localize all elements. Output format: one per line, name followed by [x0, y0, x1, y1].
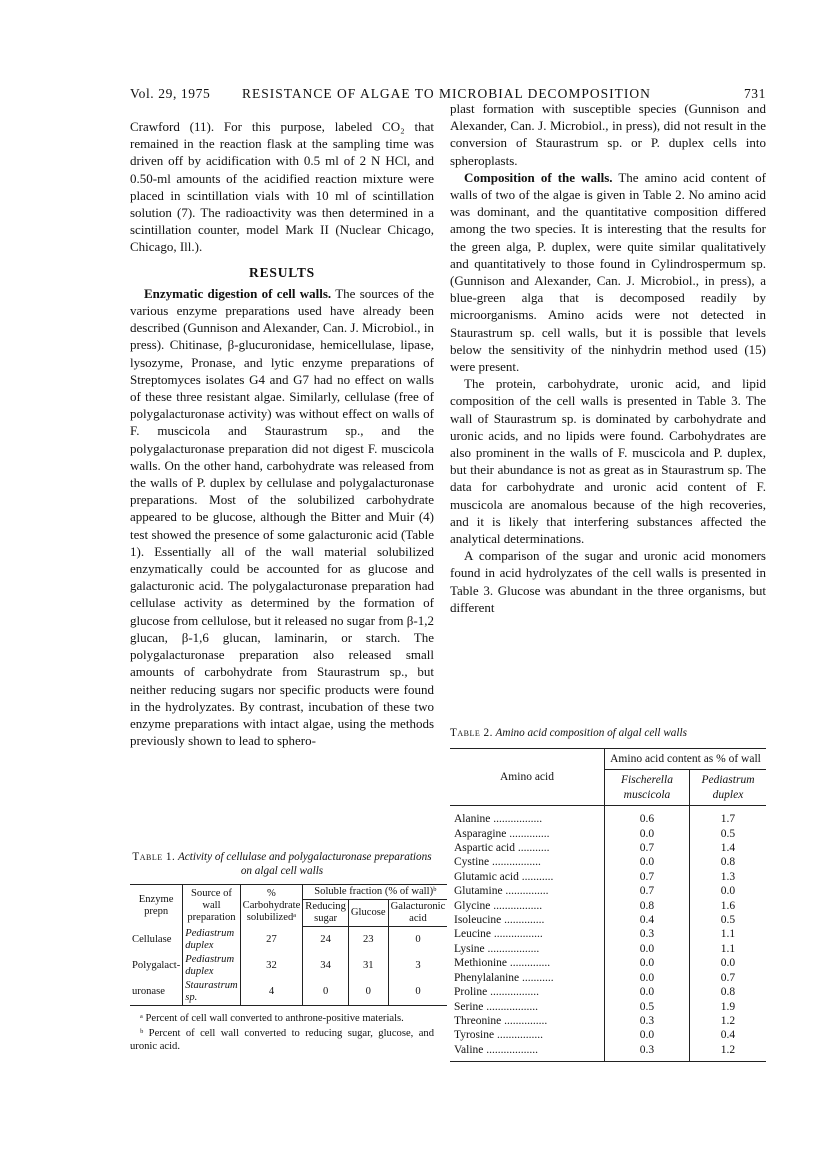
- amino-acid-name: Tyrosine ................: [450, 1028, 605, 1042]
- table-2-label: Table 2.: [450, 727, 493, 739]
- composition-paragraph: [450, 169, 766, 375]
- table-2-caption: [450, 726, 766, 740]
- composition-subheading: Composition of the walls.: [464, 169, 613, 185]
- table-row: [130, 979, 447, 1006]
- fischerella-value: 0.0: [605, 942, 690, 956]
- fischerella-value: 0.4: [605, 913, 690, 927]
- fischerella-value: 0.7: [605, 884, 690, 898]
- amino-acid-name: Lysine ..................: [450, 942, 605, 956]
- fischerella-value: 0.6: [605, 806, 690, 827]
- table-1-label: Table 1.: [132, 851, 176, 863]
- fischerella-value: 0.0: [605, 827, 690, 841]
- pediastrum-value: 1.3: [720, 870, 736, 883]
- fischerella-value: 0.8: [605, 899, 690, 913]
- table-1-footnote-b: ᵇ Percent of cell wall converted to reducing sugar, glucose, and uronic acid.: [130, 1027, 434, 1052]
- amino-acid-name: Glutamic acid ...........: [450, 870, 605, 884]
- spheroplast-paragraph: plast formation with susceptible species (Gunnison and Alexander, Can. J. Microbiol., in press), did not result in the conversion of Staurastrum sp. or P. duplex cells into spheroplasts.: [450, 101, 766, 168]
- fischerella-value: 0.7: [605, 841, 690, 855]
- cell-glucose: 31: [348, 953, 388, 979]
- table-row: [450, 841, 766, 855]
- pediastrum-value: 0.7: [720, 971, 736, 984]
- cell-galacturonic: 3: [415, 959, 421, 971]
- table-row: [450, 806, 766, 827]
- volume-label: Vol. 29, 1975: [130, 86, 211, 101]
- table-2-body: [450, 806, 766, 1062]
- col-galacturonic: Galacturonic acid: [388, 900, 447, 927]
- table-2-title: Amino acid composition of algal cell walls: [495, 727, 687, 739]
- pediastrum-value: 0.0: [720, 957, 736, 970]
- amino-acid-name: Leucine .................: [450, 927, 605, 941]
- col-source: Source of wall preparation: [183, 885, 240, 927]
- methods-paragraph: Crawford (11). For this purpose, labeled CO₂ that remained in the reaction flask at the sampling time was driven off by acidification with 0.5 ml of 2 N HCl, and 0.50-ml amounts of the acidified reaction mixture were placed in scintillation vials with 10 ml of scintillation solution (7). The radioactivity was then determined in a scintillation counter, model Mark II (Nuclear Chicago, Chicago, Ill.).: [130, 119, 434, 255]
- table-row: [130, 953, 447, 979]
- cell-solubilized: 27: [240, 927, 303, 953]
- cell-reducing: 34: [303, 953, 349, 979]
- pediastrum-value: 1.2: [720, 1014, 736, 1027]
- table-row: [450, 985, 766, 999]
- pediastrum-value: 0.8: [720, 986, 736, 999]
- cell-reducing: 24: [303, 927, 349, 953]
- results-heading: RESULTS: [249, 264, 315, 280]
- col-amino-acid: Amino acid: [450, 749, 605, 806]
- composition-text: The amino acid content of walls of two of the algae is given in Table 2. No amino acid was dominant, and the quantitative composition differed among the two species. It is interesting that the results for the green alga, P. duplex, were quite similar qualitatively and quantitatively to those found in Cylindrospermum sp. (Gunnison and Alexander, Can. J. Microbiol., in press), a blue-green alga that is decomposed readily by microorganisms. Amino acids were not detected in Staurastrum sp. cell walls, but it is possible that levels below the sensitivity of the ninhydrin method used (15) were present.: [450, 169, 767, 375]
- col-reducing: Reducing sugar: [303, 900, 349, 927]
- fischerella-value: 0.3: [605, 1043, 690, 1062]
- table-row: [450, 1000, 766, 1014]
- col-content: Amino acid content as % of wall: [605, 749, 767, 770]
- fischerella-value: 0.5: [605, 1000, 690, 1014]
- col-enzyme: Enzyme prepn: [130, 885, 183, 927]
- col-glucose: Glucose: [348, 900, 388, 927]
- col-soluble-fraction: Soluble fraction (% of wall)ᵇ: [303, 885, 448, 900]
- amino-acid-name: Proline .................: [450, 985, 605, 999]
- pediastrum-value: 1.6: [720, 899, 736, 912]
- protein-paragraph: The protein, carbohydrate, uronic acid, and lipid composition of the cell walls is presented in Table 3. The wall of Staurastrum sp. is dominated by carbohydrate and uronic acids, and no lipids were found. Carbohydrates are also prominent in the walls of F. muscicola and P. duplex, but their abundance is not as great as in Staurastrum sp. The data for carbohydrate and uronic acid content of F. muscicola are anomalous because of the high recoveries, and it is likely that interfering substances affected the analytical determinations.: [450, 376, 766, 547]
- left-column: [130, 118, 434, 749]
- pediastrum-value: 1.4: [720, 842, 736, 855]
- fischerella-value: 0.3: [605, 927, 690, 941]
- amino-acid-name: Glutamine ...............: [450, 884, 605, 898]
- cell-glucose: 0: [348, 979, 388, 1006]
- fischerella-value: 0.0: [605, 1028, 690, 1042]
- enzymatic-text: The sources of the various enzyme preparations used have already been described (Gunnison and Alexander, Can. J. Microbiol., in press). Chitinase, β-glucuronidase, hemicellulase, lipase, lysozyme, Pronase, and lytic enzyme preparations of Streptomyces isolates G4 and G7 had no effect on walls of these three resistant algae. Similarly, cellulase (free of polygalacturonase activity) was without effect on walls of F. muscicola and Staurastrum sp., and the polygalacturonase preparation did not digest F. muscicola walls. On the other hand, carbohydrate was released from the walls of P. duplex by cellulase and polygalacturonase preparations. Most of the solubilized carbohydrate appeared to be glucose, although the Bitter and Muir (4) test showed the presence of some galacturonic acid (Table 1). Essentially all of the wall material solubilized enzymatically could be accounted for as glucose and galacturonic acid. The polygalacturonase preparation had cellulase activity as determined by the formation of glucose from cellulose, but it released no sugar from β-1,2 glucan, β-1,6 glucan, laminarin, or starch. The polygalacturonase preparation also released small amounts of carbohydrate from Staurastrum sp., but neither reducing sugars nor specific products were found in the hydrolyzates. By contrast, incubation of these two enzyme preparations with intact algae, using the methods previously shown to lead to sphero-: [130, 285, 434, 749]
- amino-acid-name: Phenylalanine ...........: [450, 971, 605, 985]
- fischerella-value: 0.7: [605, 870, 690, 884]
- amino-acid-name: Valine ..................: [450, 1043, 605, 1062]
- pediastrum-value: 0.5: [720, 827, 736, 840]
- table-row: [450, 870, 766, 884]
- table-row: [450, 942, 766, 956]
- pediastrum-value: 1.1: [720, 942, 736, 955]
- cell-reducing: 0: [303, 979, 349, 1006]
- table-1-caption: [130, 850, 434, 878]
- pediastrum-value: 0.8: [720, 856, 736, 869]
- cell-solubilized: 32: [240, 953, 303, 979]
- cell-source: Staurastrum sp.: [183, 979, 240, 1006]
- amino-acid-name: Aspartic acid ...........: [450, 841, 605, 855]
- cell-source: Pediastrum duplex: [183, 927, 240, 953]
- cell-enzyme: uronase: [130, 979, 183, 1006]
- amino-acid-name: Isoleucine ..............: [450, 913, 605, 927]
- pediastrum-value: 1.2: [689, 1043, 766, 1062]
- cell-galacturonic: 0: [388, 979, 447, 1006]
- table-row: [450, 913, 766, 927]
- table-1-footnote-a: ᵃ Percent of cell wall converted to anthrone-positive materials.: [140, 1012, 404, 1024]
- fischerella-value: 0.0: [605, 985, 690, 999]
- cell-enzyme: Polygalact-: [130, 953, 183, 979]
- pediastrum-value: 1.7: [720, 813, 736, 826]
- amino-acid-name: Cystine .................: [450, 855, 605, 869]
- right-column: [450, 100, 766, 616]
- pediastrum-value: 1.9: [720, 1000, 736, 1013]
- amino-acid-name: Alanine .................: [450, 806, 605, 827]
- cell-enzyme: Cellulase: [130, 927, 183, 953]
- cell-galacturonic: 0: [415, 933, 421, 945]
- table-row: [130, 927, 447, 953]
- table-2-grid: [450, 748, 766, 1062]
- cell-solubilized: 4: [240, 979, 303, 1006]
- table-row: [450, 927, 766, 941]
- table-1-title: Activity of cellulase and polygalacturonase preparations on algal cell walls: [177, 851, 432, 877]
- table-row: [450, 855, 766, 869]
- table-row: [450, 827, 766, 841]
- col-pediastrum: Pediastrum duplex: [689, 770, 766, 806]
- table-row: [450, 1014, 766, 1028]
- col-fischerella: Fischerella muscicola: [605, 770, 690, 806]
- table-1-grid: [130, 884, 447, 1006]
- page-number: 731: [743, 86, 766, 101]
- amino-acid-name: Asparagine ..............: [450, 827, 605, 841]
- running-title: RESISTANCE OF ALGAE TO MICROBIAL DECOMPOSITION: [242, 86, 651, 101]
- table-row: [450, 1028, 766, 1042]
- fischerella-value: 0.0: [605, 956, 690, 970]
- table-row: [450, 884, 766, 898]
- table-row: [450, 956, 766, 970]
- pediastrum-value: 1.1: [720, 928, 736, 941]
- amino-acid-name: Threonine ...............: [450, 1014, 605, 1028]
- pediastrum-value: 0.5: [720, 914, 736, 927]
- amino-acid-name: Serine ..................: [450, 1000, 605, 1014]
- pediastrum-value: 0.0: [720, 885, 736, 898]
- pediastrum-value: 0.4: [720, 1029, 736, 1042]
- col-solubilized: % Carbohydrate solubilizedᵃ: [240, 885, 303, 927]
- sugar-paragraph: A comparison of the sugar and uronic acid monomers found in acid hydrolyzates of the cell walls is presented in Table 3. Glucose was abundant in the three organisms, but different: [450, 548, 766, 615]
- enzymatic-paragraph: [130, 285, 434, 749]
- enzymatic-subheading: Enzymatic digestion of cell walls.: [144, 285, 332, 301]
- cell-glucose: 23: [348, 927, 388, 953]
- table-row: [450, 899, 766, 913]
- table-2: [450, 726, 766, 1062]
- cell-source: Pediastrum duplex: [183, 953, 240, 979]
- fischerella-value: 0.3: [605, 1014, 690, 1028]
- table-row: [450, 971, 766, 985]
- fischerella-value: 0.0: [605, 855, 690, 869]
- amino-acid-name: Glycine .................: [450, 899, 605, 913]
- amino-acid-name: Methionine ..............: [450, 956, 605, 970]
- fischerella-value: 0.0: [605, 971, 690, 985]
- table-1: [130, 850, 446, 1053]
- table-row: [450, 1043, 766, 1062]
